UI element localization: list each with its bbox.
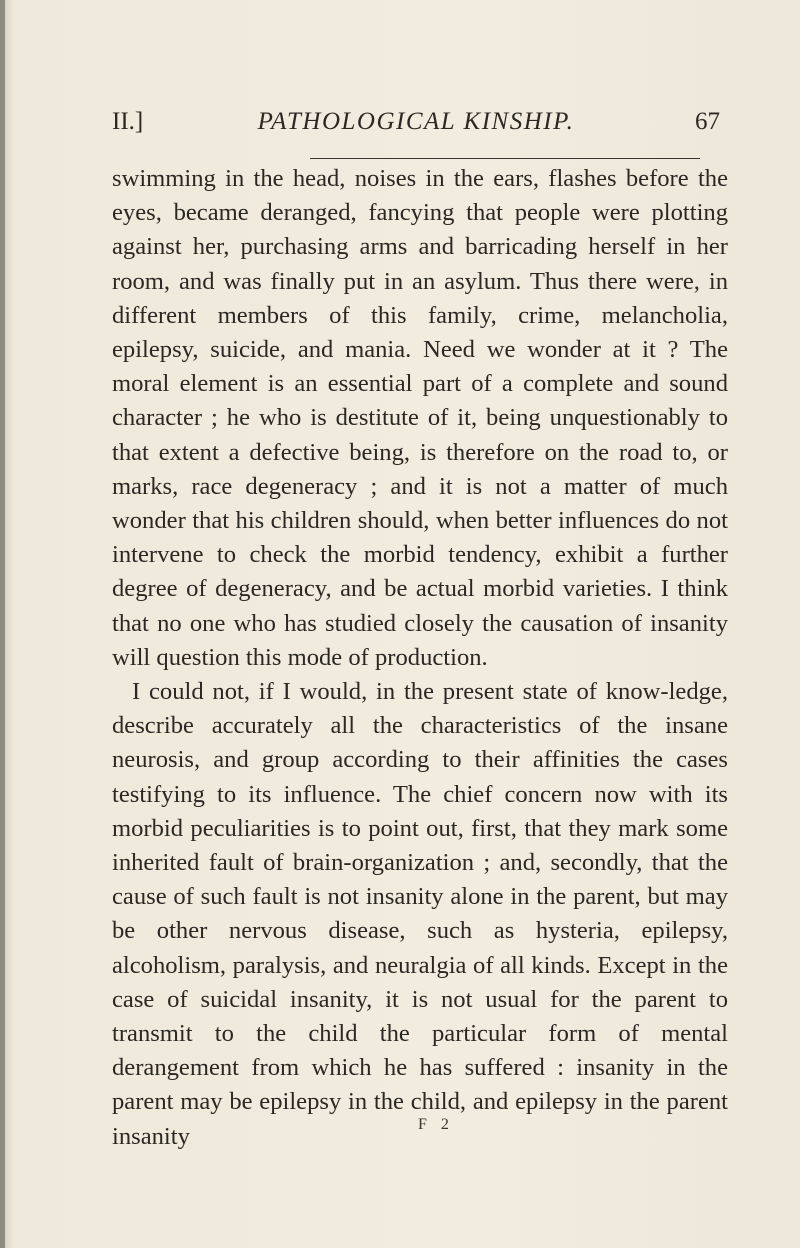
header-rule (310, 158, 700, 159)
paragraph: I could not, if I would, in the present state of know-ledge, describe accurately all the characteristics of the insane neurosis, and group according to their affinities the cases testifying to its influence. The chief concern now with its morbid peculiarities is to point out, first, that they mark some inherited fault of brain-organization ; and, secondly, that the cause of such fault is not insanity alone in the parent, but may be other nervous disease, such as hysteria, epilepsy, alcoholism, paralysis, and neuralgia of all kinds. Except in the case of suicidal insanity, it is not usual for the parent to transmit to the child the particular form of mental derangement from which he has suffered : insanity in the parent may be epilepsy in the child, and epilepsy in the parent insanity (112, 678, 728, 1150)
paragraph-continued: swimming in the head, noises in the ears, flashes before the eyes, became deranged, fancying that people were plotting against her, purchasing arms and barricading herself in her room, and was finally put in an asylum. Thus there were, in different members of this family, crime, melancholia, epilepsy, suicide, and mania. Need we wonder at it ? The moral element is an essential part of a complete and sound character ; he who is destitute of it, being unquestionably to that extent a defective being, is therefore on the road to, or marks, race degeneracy ; and it is not a matter of much wonder that his children should, when better influences do not intervene to check the morbid tendency, exhibit a further degree of degeneracy, and be actual morbid varieties. I think that no one who has studied closely the causation of insanity will question this mode of production. (112, 165, 728, 671)
running-head (112, 108, 720, 142)
page-number: 67 (695, 108, 720, 135)
running-title: PATHOLOGICAL KINSHIP. (257, 108, 575, 135)
signature-mark: F 2 (418, 1116, 454, 1133)
chapter-marker: II.] (112, 108, 144, 135)
page-edge-shadow (0, 0, 5, 1248)
body-text (112, 162, 728, 1154)
